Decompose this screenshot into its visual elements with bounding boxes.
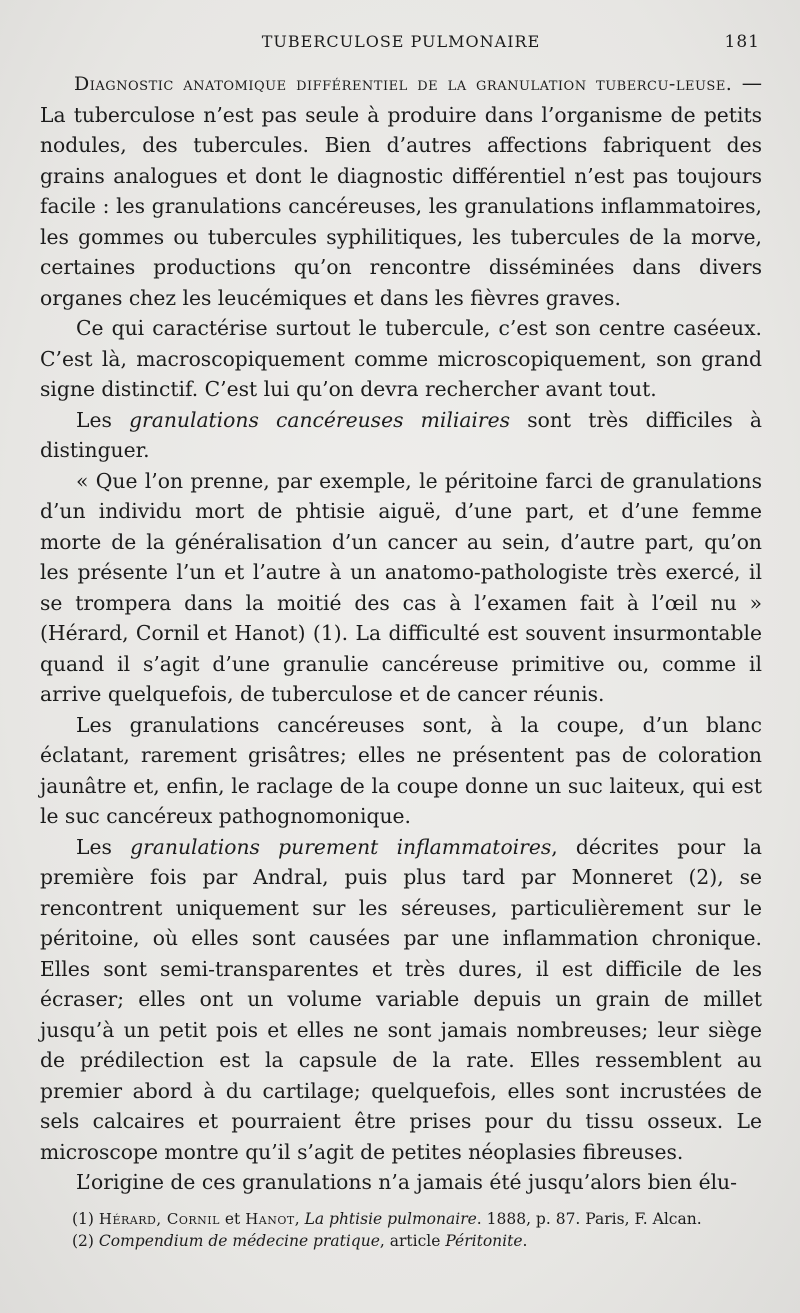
footnote-authors: Hérard, Cornil xyxy=(98,1210,220,1228)
section-heading: Diagnostic anatomique différentiel de la granulation tubercu-leuse. xyxy=(74,73,733,95)
footnotes xyxy=(46,1208,762,1252)
paragraph-quotation xyxy=(40,466,762,710)
paragraph-text: sont très difficiles à distinguer. xyxy=(40,407,763,462)
paragraph-cancerous-section xyxy=(40,710,762,832)
footnote-title: Péritonite xyxy=(445,1232,523,1250)
footnote-text: et xyxy=(219,1210,246,1228)
paragraph-text: Les xyxy=(76,407,130,432)
paragraph-text: Les xyxy=(76,834,131,859)
footnote-text: . 1888, p. 87. Paris, F. Alcan. xyxy=(476,1210,702,1228)
paragraph-text: « Que l’on prenne, par exemple, le péritoine farci de granulations d’un individu mort de phtisie aiguë, d’une part, et d’une femme morte de la généralisation d’un cancer au sein, d’autre part, qu’on les présente l’un et l’autre à un anatomo-pathologiste très exercé, il se trompera dans la moitié des cas à l’examen fait à l’œil nu » (Hérard, Cornil et Hanot) (1). La difficulté est souvent insurmontable quand il s’agit d’une granulie cancéreuse primitive ou, comme il arrive quelquefois, de tuberculose et de cancer réunis. xyxy=(40,468,762,706)
running-title: TUBERCULOSE PULMONAIRE xyxy=(261,32,541,51)
footnote-title: Compendium de médecine pratique xyxy=(98,1232,380,1250)
footnote-1 xyxy=(46,1208,762,1230)
page-number: 181 xyxy=(724,32,760,52)
body-text xyxy=(40,68,762,1198)
paragraph-text: Ce qui caractérise surtout le tubercule, c’est son centre caséeux. C’est là, macroscopiquement comme microscopiquement, son grand signe distinctif. C’est lui qu’on devra rechercher avant tout. xyxy=(40,316,762,401)
italic-term: granulations cancéreuses miliaires xyxy=(129,407,511,432)
footnote-mark: (1) xyxy=(72,1210,99,1228)
footnote-authors: Hanot xyxy=(245,1210,295,1228)
footnote-2 xyxy=(46,1230,762,1252)
footnote-text: , xyxy=(294,1210,305,1228)
paragraph-text: Les granulations cancéreuses sont, à la coupe, d’un blanc éclatant, rarement grisâtres; elles ne présentent pas de coloration jaunâtre et, enfin, le raclage de la coupe donne un suc laiteux, qui est le suc cancéreux pathognomonique. xyxy=(40,712,762,828)
paragraph-text: — La tuberculose n’est pas seule à produire dans l’organisme de petits nodules, des tubercules. Bien d’autres affections fabriquent des grains analogues et dont le diagnostic différentiel n’est pas toujours facile : les granulations cancéreuses, les granulations inflammatoires, les gommes ou tubercules syphilitiques, les tubercules de la morve, certaines productions qu’on rencontre disséminées dans divers organes chez les leucémiques et dans les fièvres graves. xyxy=(40,71,763,310)
footnote-text: . xyxy=(522,1232,528,1250)
paragraph-origin xyxy=(40,1167,762,1198)
running-head xyxy=(40,30,762,58)
italic-term: granulations purement inflammatoires xyxy=(130,834,552,859)
footnote-text: , article xyxy=(379,1232,446,1250)
paragraph-text: , décrites pour la première fois par Andral, puis plus tard par Monneret (2), se rencontrent uniquement sur les séreuses, particulièrement sur le péritoine, où elles sont causées par une inflammation chronique. Elles sont semi-transparentes et très dures, il est difficile de les écraser; elles ont un volume variable depuis un grain de millet jusqu’à un petit pois et elles ne sont jamais nombreuses; leur siège de prédilection est la capsule de la rate. Elles ressemblent au premier abord à du cartilage; quelquefois, elles sont incrustées de sels calcaires et pourraient être prises pour du tissu osseux. Le microscope montre qu’il s’agit de petites néoplasies fibreuses. xyxy=(40,834,763,1164)
paragraph-inflammatory xyxy=(40,832,762,1168)
paragraph-diagnostic xyxy=(40,68,762,313)
paragraph-cancerous xyxy=(40,405,762,466)
footnote-title: La phtisie pulmonaire xyxy=(304,1210,477,1228)
paragraph-caseous-center xyxy=(40,313,762,405)
footnote-mark: (2) xyxy=(72,1232,99,1250)
paragraph-text: L’origine de ces granulations n’a jamais été jusqu’alors bien élu- xyxy=(76,1170,737,1194)
